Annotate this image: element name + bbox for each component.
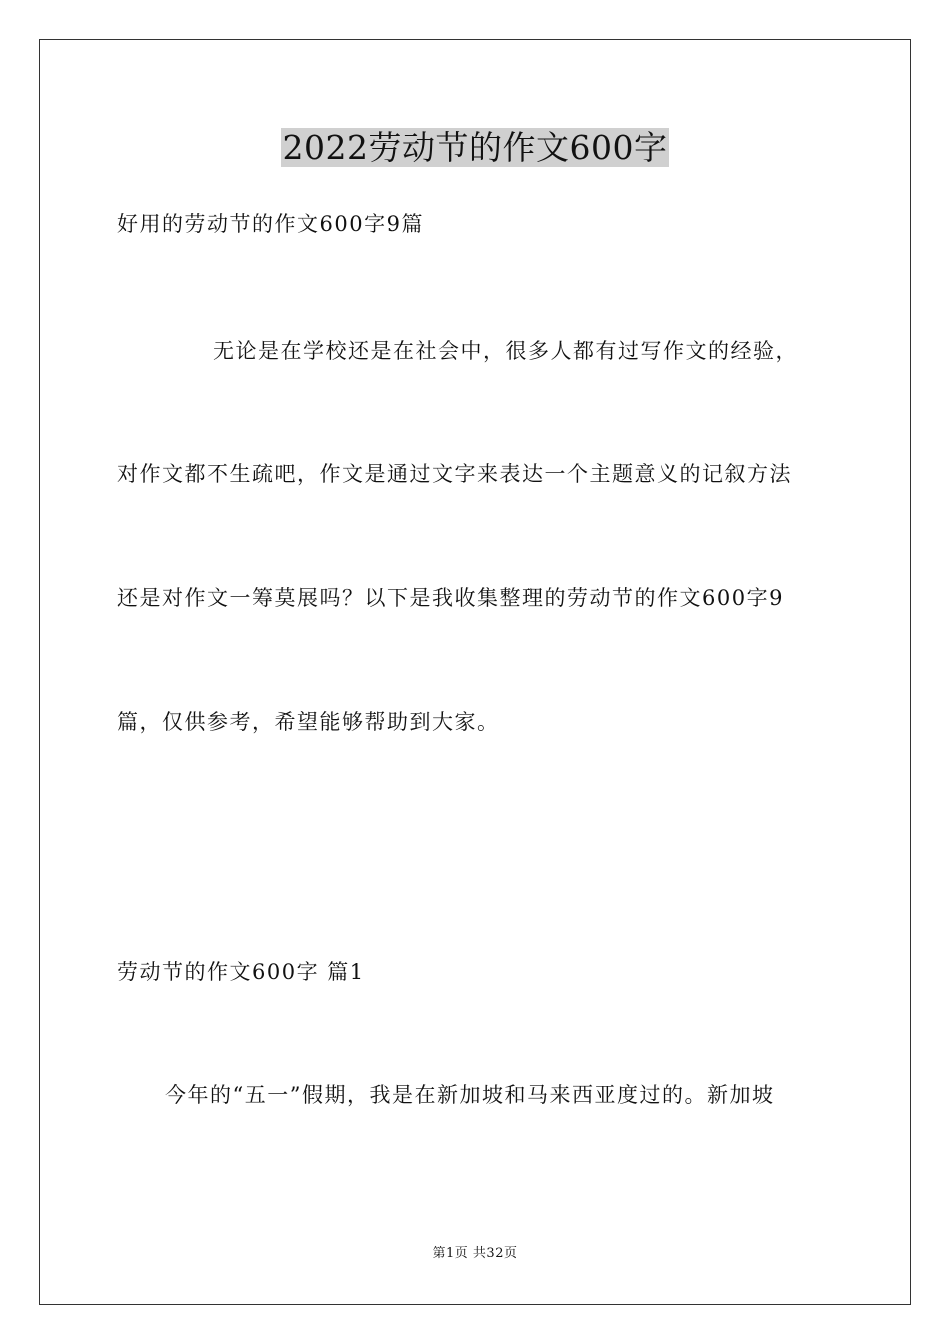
document-title: 2022劳动节的作文600字 — [282, 128, 668, 167]
page-footer: 第1页 共32页 — [432, 1246, 518, 1261]
intro-line-1: 无论是在学校还是在社会中，很多人都有过写作文的经验， — [213, 339, 798, 363]
section-paragraph-line-1: 今年的“五一”假期，我是在新加坡和马来西亚度过的。新加坡 — [165, 1083, 775, 1107]
section-heading: 劳动节的作文600字 篇1 — [117, 960, 365, 984]
intro-line-4: 篇，仅供参考，希望能够帮助到大家。 — [117, 710, 500, 734]
document-title-wrapper — [0, 128, 950, 168]
document-subtitle: 好用的劳动节的作文600字9篇 — [117, 212, 424, 236]
intro-line-2: 对作文都不生疏吧，作文是通过文字来表达一个主题意义的记叙方法 — [117, 462, 792, 486]
intro-line-3: 还是对作文一筹莫展吗？以下是我收集整理的劳动节的作文600字9 — [117, 586, 784, 610]
